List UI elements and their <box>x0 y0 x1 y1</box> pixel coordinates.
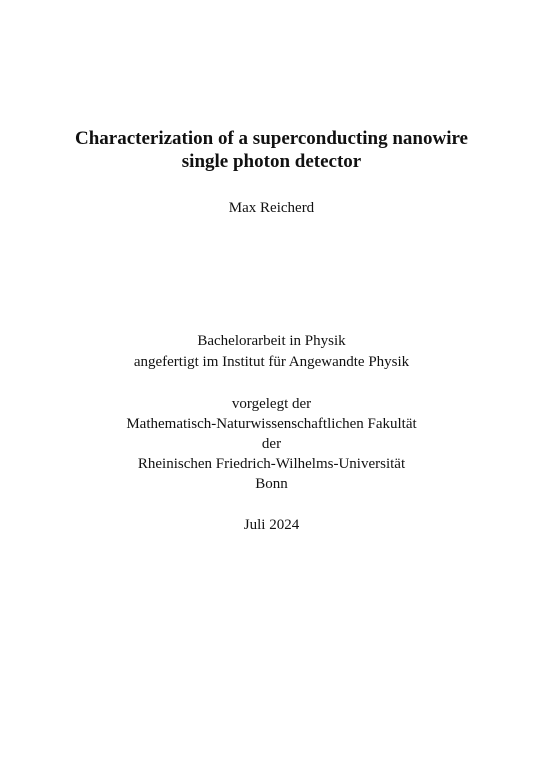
submission-city: Bonn <box>255 476 288 492</box>
thesis-type: Bachelorarbeit in Physik <box>197 333 346 349</box>
submission-university: Rheinischen Friedrich-Wilhelms-Universität <box>137 456 406 472</box>
thesis-title-line-2: single photon detector <box>181 151 362 172</box>
submission-faculty: Mathematisch-Naturwissenschaftlichen Fakultät <box>126 416 417 432</box>
submission-date: Juli 2024 <box>243 517 300 533</box>
thesis-title-line-1: Characterization of a superconducting nanowire <box>74 128 468 149</box>
author-name: Max Reicherd <box>228 200 315 216</box>
thesis-institute: angefertigt im Institut für Angewandte Physik <box>133 354 410 370</box>
submission-line-1: vorgelegt der <box>231 396 312 412</box>
submission-line-3: der <box>261 436 282 452</box>
